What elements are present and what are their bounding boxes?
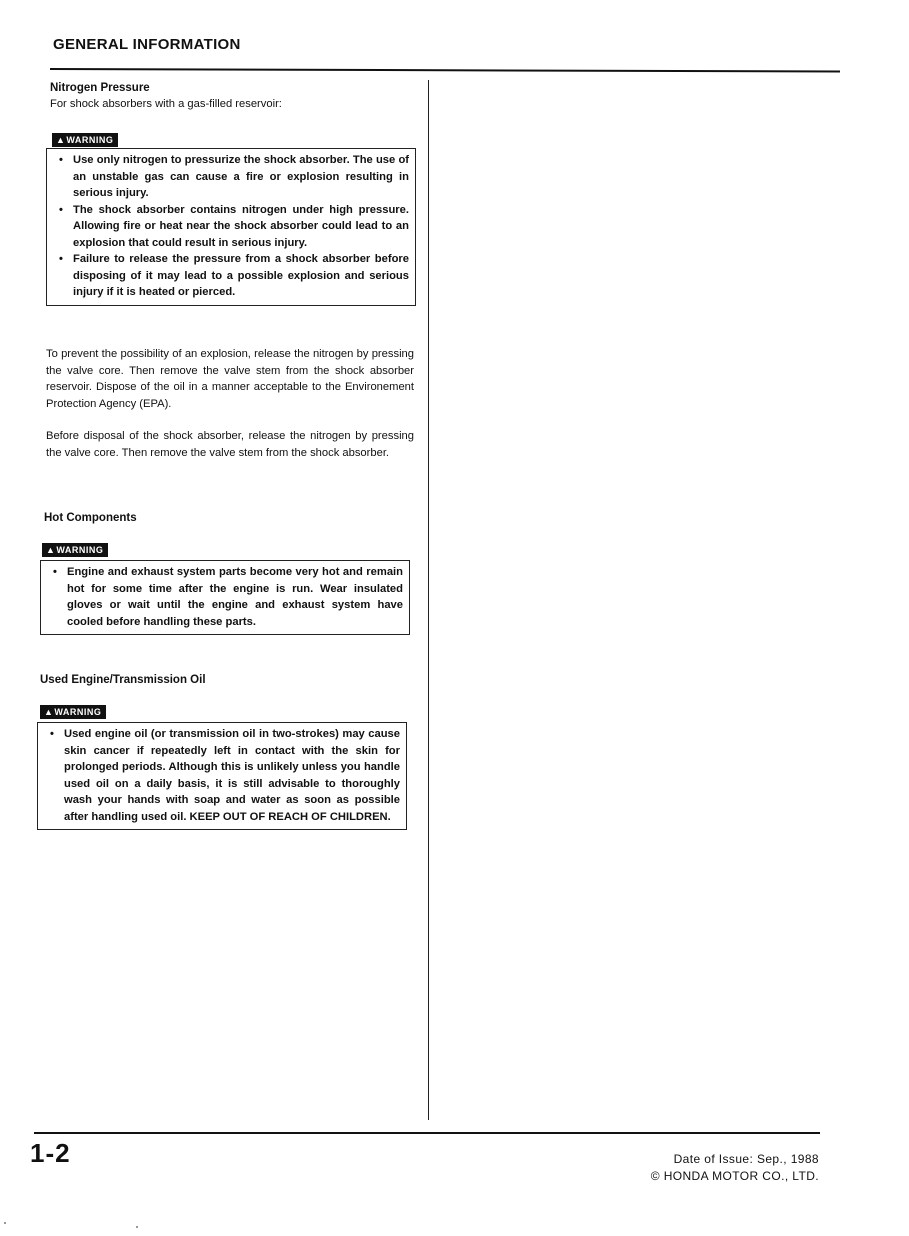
warning-label: WARNING: [56, 545, 104, 555]
paragraph: Before disposal of the shock absorber, release the nitrogen by pressing the valve core. Then remove the valve stem from the shock absorber.: [46, 430, 414, 459]
warning-triangle-icon: ▲: [44, 707, 54, 717]
warning-badge: [40, 702, 106, 720]
warning-item: • Used engine oil (or transmission oil in two-strokes) may cause skin cancer if repeatedly left in contact with the skin for prolonged periods. Although this is unlikely unless you handle used oil on a daily basis, it is still advisable to thoroughly wash your hands with soap and water as soon as possible after handling used oil. KEEP OUT OF REACH OF CHILDREN.: [48, 726, 400, 825]
footer-info: [651, 1151, 819, 1185]
scan-speck: [4, 1222, 6, 1224]
section-title: Used Engine/Transmission Oil: [40, 674, 206, 686]
header-rule: [50, 68, 840, 72]
footer-rule: [34, 1132, 820, 1134]
warning-item: • Use only nitrogen to pressurize the shock absorber. The use of an unstable gas can cause a fire or explosion resulting in serious injury.: [57, 152, 409, 202]
issue-date: Date of Issue: Sep., 1988: [673, 1152, 819, 1166]
warning-item: • Engine and exhaust system parts become very hot and remain hot for some time after the engine is run. Wear insulated gloves or wait until the engine and exhaust system have cooled before handling these parts.: [51, 564, 403, 630]
paragraph: To prevent the possibility of an explosion, release the nitrogen by pressing the valve core. Then remove the valve stem from the shock absorber reservoir. Dispose of the oil in a manner acceptable to the Environement Protection Agency (EPA).: [46, 348, 414, 410]
warning-triangle-icon: ▲: [46, 545, 56, 555]
warning-badge: [52, 130, 118, 148]
warning-item: • Failure to release the pressure from a shock absorber before disposing of it may lead to a possible explosion and serious injury if it is heated or pierced.: [57, 251, 409, 301]
section-title: Nitrogen Pressure: [50, 82, 150, 94]
nitrogen-paragraphs: [46, 346, 414, 461]
copyright: © HONDA MOTOR CO., LTD.: [650, 1169, 819, 1183]
column-divider: [428, 80, 429, 1120]
warning-label: WARNING: [66, 135, 114, 145]
section-intro: For shock absorbers with a gas-filled reservoir:: [50, 98, 282, 110]
page-number: 1-2: [30, 1138, 71, 1168]
warning-box-nitrogen: [46, 148, 416, 306]
warning-badge: [42, 540, 108, 558]
page-header-title: GENERAL INFORMATION: [53, 36, 241, 53]
section-nitrogen-pressure: [50, 80, 418, 113]
warning-box-hot-components: [40, 560, 410, 635]
section-title: Hot Components: [44, 512, 137, 524]
warning-box-used-oil: [37, 722, 407, 830]
section-hot-components: [44, 510, 416, 526]
warning-item: • The shock absorber contains nitrogen under high pressure. Allowing fire or heat near the shock absorber could lead to an explosion that could result in serious injury.: [57, 202, 409, 252]
scan-speck: [136, 1226, 138, 1228]
warning-label: WARNING: [54, 707, 102, 717]
section-used-oil: [40, 672, 412, 688]
warning-triangle-icon: ▲: [56, 135, 66, 145]
